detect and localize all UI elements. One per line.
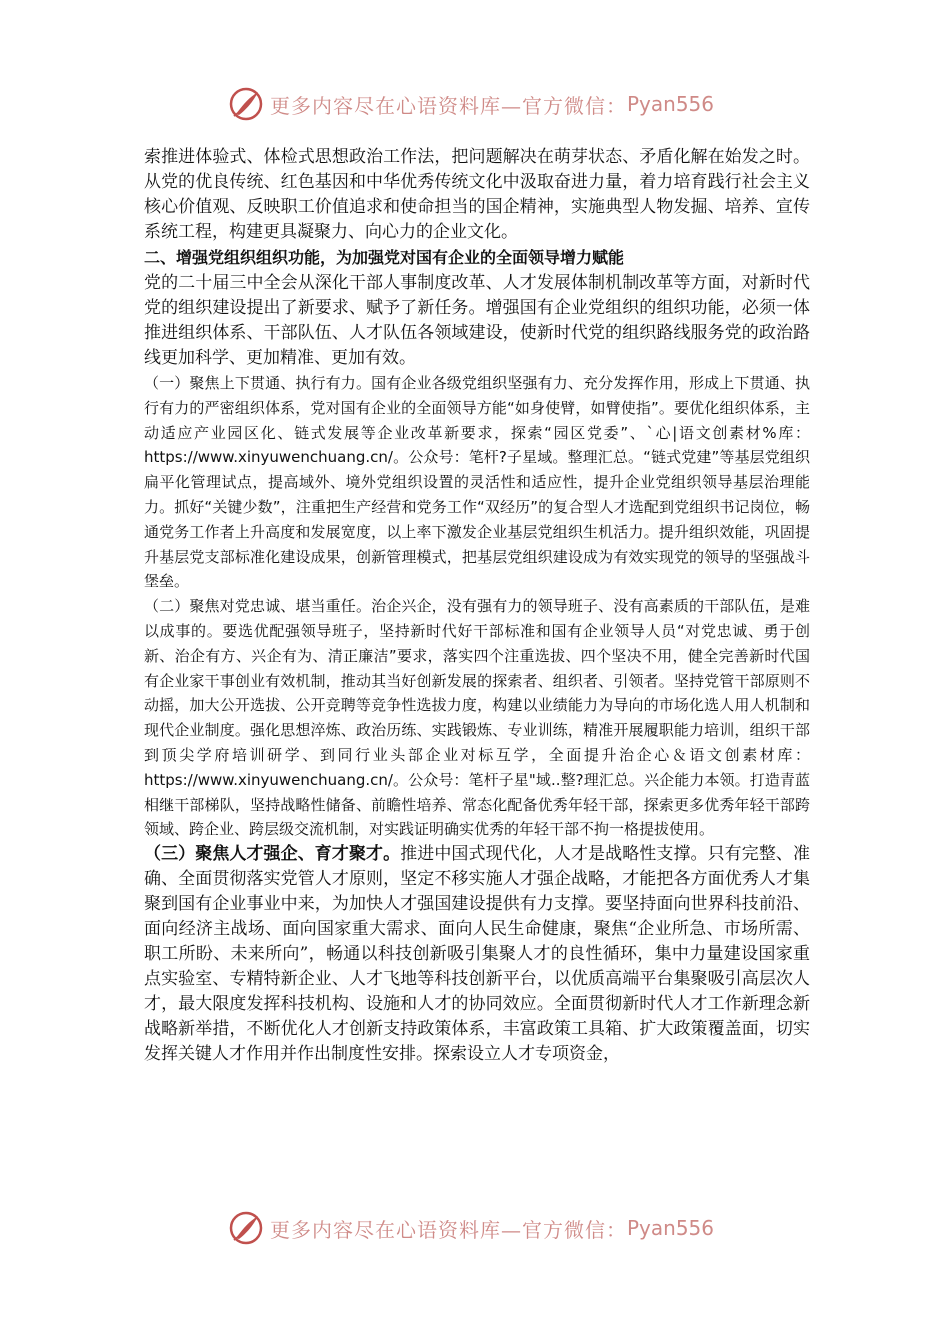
item-3-body: 推进中国式现代化，人才是战略性支撑。只有完整、准确、全面贯彻落实党管人才原则，坚定不移实施人才强企战略，才能把各方面优秀人才集聚到国有企业事业中来，为加快人才强国建设提供有力支撑。要坚持面向世界科技前沿、面向经济主战场、面向国家重大需求、面向人民生命健康，聚焦“企业所急、市场所需、职工所盼、未来所向”，畅通以科技创新吸引集聚人才的良性循环，集中力量建设国家重点实验室、专精特新企业、人才飞地等科技创新平台，以优质高端平台集聚吸引高层次人才，最大限度发挥科技机构、设施和人才的协同效应。全面贯彻新时代人才工作新理念新战略新举措，不断优化人才创新支持政策体系，丰富政策工具箱、扩大政策覆盖面，切实发挥关键人才作用并作出制度性安排。探索设立人才专项资金， [144,844,810,1065]
watermark-banner-top [228,82,714,126]
watermark-wechat-id: Pyan556 [627,1216,715,1240]
intro-paragraph: 索推进体验式、体检式思想政治工作法，把问题解决在萌芽状态、矛盾化解在始发之时。从党的优良传统、红色基因和中华优秀传统文化中汲取奋进力量，着力培育践行社会主义核心价值观、反映职工价值追求和使命担当的国企精神，实施典型人物发掘、培养、宣传系统工程，构建更具凝聚力、向心力的企业文化。 [144,147,810,242]
document-body [144,145,810,1197]
item-2-paragraph: （二）聚焦对党忠诚、堪当重任。治企兴企，没有强有力的领导班子、没有高素质的干部队伍，是难以成事的。要选优配强领导班子，坚持新时代好干部标准和国有企业领导人员“对党忠诚、勇于创新、治企有方、兴企有为、清正廉洁”要求，落实四个注重选拔、四个坚决不用，健全完善新时代国有企业家干事创业有效机制，推动其当好创新发展的探索者、组织者、引领者。坚持党管干部原则不动摇，加大公开选拔、公开竞聘等竞争性选拔力度，构建以业绩能力为导向的市场化选人用人机制和现代企业制度。强化思想淬炼、政治历练、实践锻炼、专业训练，精准开展履职能力培训，组织干部到顶尖学府培训研学、到同行业头部企业对标互学，全面提升治企心＆语文创素材库：https://www.xinyuwenchuang.cn/。公众号：笔杆子星"域..整?理汇总。兴企能力本领。打造青蓝相继干部梯队，坚持战略性储备、前瞻性培养、常态化配备优秀年轻干部，探索更多优秀年轻干部跨领域、跨企业、跨层级交流机制，对实践证明确实优秀的年轻干部不拘一格提拔使用。 [144,597,810,839]
watermark-banner-bottom [228,1206,714,1250]
section-heading: 二、增强党组织组织功能，为加强党对国有企业的全面领导增力赋能 [144,248,625,267]
item-3-paragraph [144,842,810,1067]
item-1-paragraph: （一）聚焦上下贯通、执行有力。国有企业各级党组织坚强有力、充分发挥作用，形成上下贯通、执行有力的严密组织体系，党对国有企业的全面领导方能“如身使臂，如臂使指”。要优化组织体系，主动适应产业园区化、链式发展等企业改革新要求，探索“园区党委”、`心|语文创素材%库：https://www.xinyuwenchuang.cn/。公众号：笔杆?子星域。整理汇总。“链式党建”等基层党组织扁平化管理试点，提高域外、境外党组织设置的灵活性和适应性，提升企业党组织领导基层治理能力。抓好“关键少数”，注重把生产经营和党务工作“双经历”的复合型人才选配到党组织书记岗位，畅通党务工作者上升高度和发展宽度，以上率下激发企业基层党组织生机活力。提升组织效能，巩固提升基层党支部标准化建设成果，创新管理模式，把基层党组织建设成为有效实现党的领导的坚强战斗堡垒。 [144,374,810,591]
watermark-text: 更多内容尽在心语资料库—官方微信： [270,1217,627,1242]
item-3-title: （三）聚焦人才强企、育才聚才。 [144,844,401,865]
quill-logo-icon [228,86,264,122]
watermark-text: 更多内容尽在心语资料库—官方微信： [270,93,627,118]
watermark-wechat-id: Pyan556 [627,92,715,116]
section-intro-paragraph: 党的二十届三中全会从深化干部人事制度改革、人才发展体制机制改革等方面，对新时代党的组织建设提出了新要求、赋予了新任务。增强国有企业党组织的组织功能，必须一体推进组织体系、干部队伍、人才队伍各领域建设，使新时代党的组织路线服务党的政治路线更加科学、更加精准、更加有效。 [144,273,810,368]
quill-logo-icon [228,1210,264,1246]
